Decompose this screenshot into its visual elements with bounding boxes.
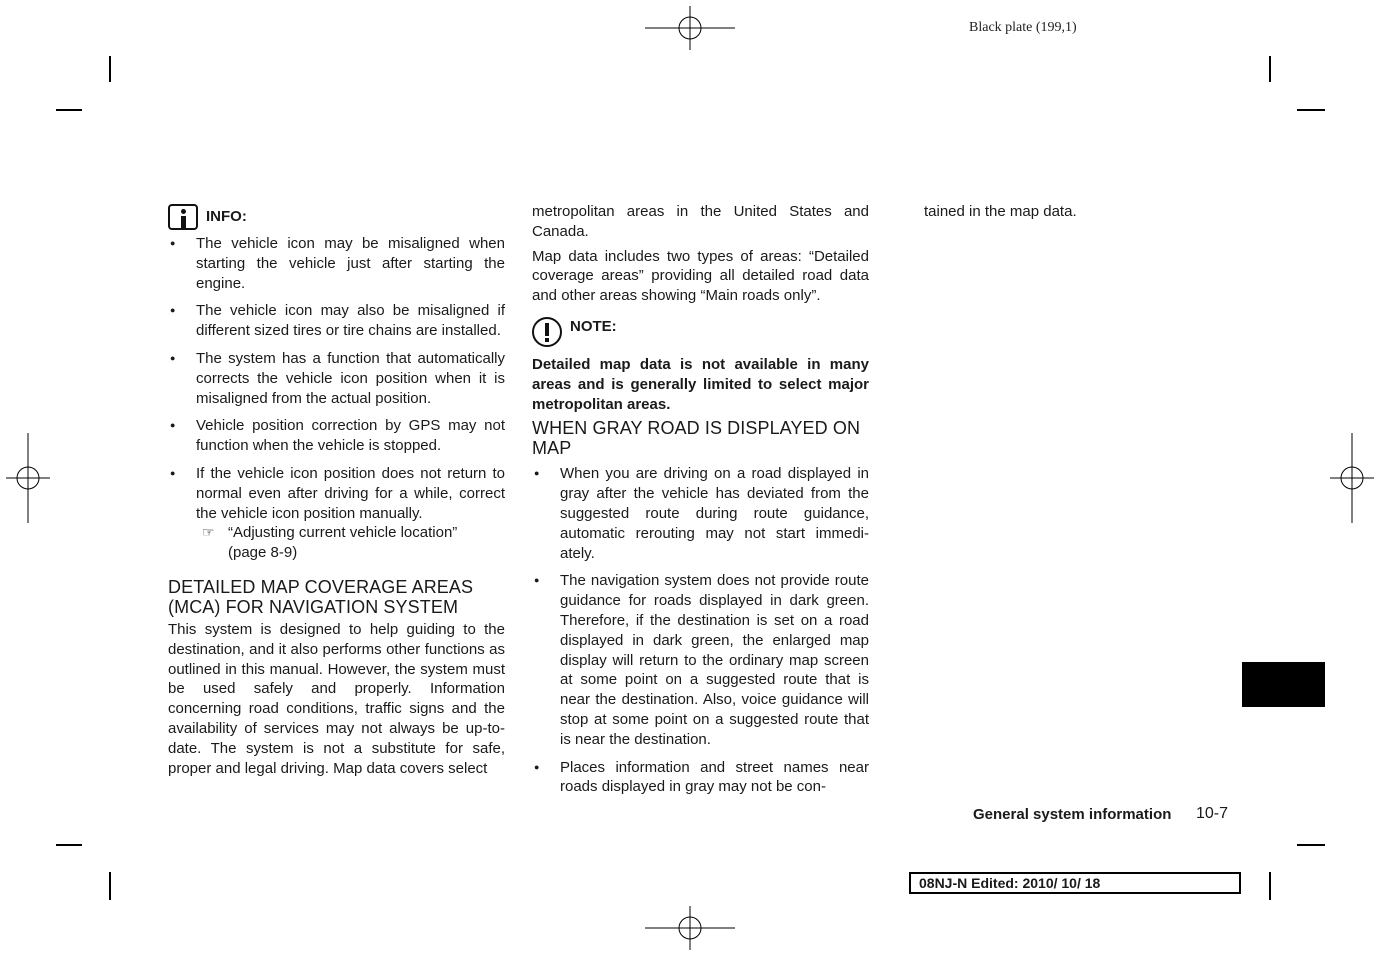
page-number: 10-7: [1196, 805, 1229, 822]
info-icon: [168, 204, 198, 230]
list-item: ● Places information and street names near roads displayed in gray may not be con-: [532, 758, 869, 798]
registration-target-left-icon: [6, 433, 50, 523]
column-middle: [532, 202, 869, 797]
footer-section-title: General system information: [973, 806, 1172, 823]
plate-label: Black plate (199,1): [969, 20, 1077, 35]
edit-stamp: 08NJ-N Edited: 2010/ 10/ 18: [909, 872, 1241, 894]
list-item: ● The vehicle icon may also be misaligned if different sized tires or tire chains are installed.: [168, 301, 505, 341]
list-item: ● When you are driving on a road displayed in gray after the vehicle has deviated from the suggested route during route guidance, automatic rerouting may not start immedi-ately.: [532, 464, 869, 563]
list-item: ● If the vehicle icon position does not return to normal even after driving for a while, correct the vehicle icon position manually.: [168, 464, 505, 523]
continued-paragraph: tained in the map data.: [924, 203, 1077, 220]
gray-road-bullet-list: [532, 464, 869, 797]
column-right: [924, 202, 1224, 222]
list-item: ● The system has a function that automatically corrects the vehicle icon position when it is misaligned from the actual position.: [168, 349, 505, 408]
map-data-paragraph: Map data includes two types of areas: “Detailed coverage areas” providing all detailed road data and other areas showing “Main roads only”.: [532, 247, 869, 305]
note-header: [532, 315, 869, 349]
section-heading-gray-road: WHEN GRAY ROAD IS DISPLAYED ON MAP: [532, 418, 861, 459]
column-left: [168, 202, 505, 778]
pointing-hand-icon: ☞: [202, 524, 215, 541]
registration-target-bottom-icon: [645, 906, 735, 950]
mca-paragraph: This system is designed to help guiding to the destination, and it also performs other functions as outlined in this manual. However, the system must be used safely and properly. Information concerning road conditions, traffic signs and the availability of services may not always be up-to-date. The system is not a substitute for safe, proper and legal driving. Map data covers select: [168, 620, 505, 777]
info-header: [168, 202, 505, 232]
note-text: Detailed map data is not available in many areas and is generally limited to select major metropolitan areas.: [532, 355, 869, 413]
note-label: NOTE:: [570, 317, 617, 335]
info-label: INFO:: [206, 208, 247, 226]
list-item: ● The navigation system does not provide route guidance for roads displayed in dark green. Therefore, if the destination is set on a road displayed in dark green, the enlarged map display will return to the ordinary map screen at some point on a suggested route that is near the destination. Also, voice guidance will stop at some point on a suggested route that is near the destination.: [532, 571, 869, 749]
exclamation-icon: [532, 317, 562, 347]
metro-paragraph: metropolitan areas in the United States and Canada.: [532, 203, 869, 240]
section-tab: [1242, 662, 1325, 707]
section-heading-mca: DETAILED MAP COVERAGE AREAS (MCA) FOR NAVIGATION SYSTEM: [168, 576, 474, 617]
page-reference: [168, 523, 505, 563]
list-item: ● The vehicle icon may be misaligned when starting the vehicle just after starting the engine.: [168, 234, 505, 293]
reference-text: “Adjusting current vehicle location” (page 8-9): [228, 524, 458, 562]
list-item: ● Vehicle position correction by GPS may not function when the vehicle is stopped.: [168, 416, 505, 456]
registration-target-top-icon: [645, 6, 735, 50]
registration-target-right-icon: [1330, 433, 1374, 523]
info-bullet-list: [168, 234, 505, 523]
